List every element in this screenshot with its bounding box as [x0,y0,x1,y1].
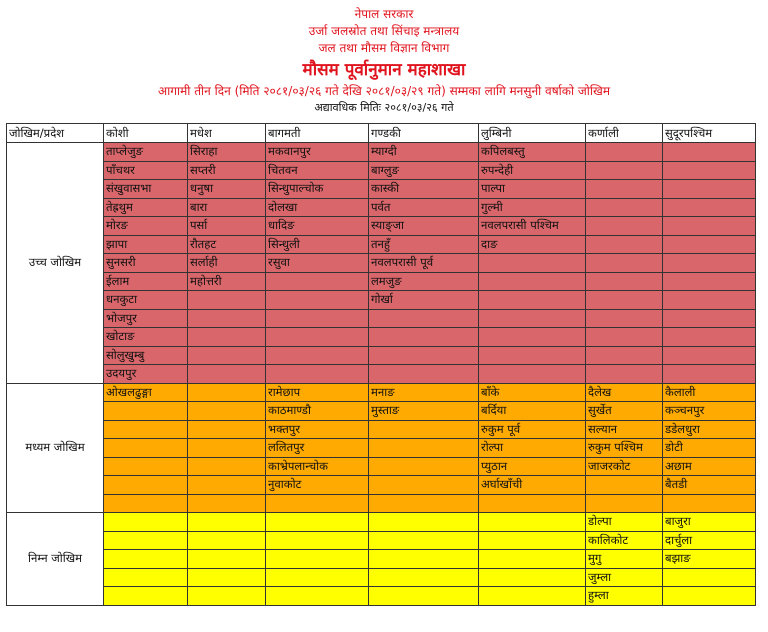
district-cell: धादिङ [266,217,369,236]
district-cell [104,568,188,587]
district-cell [266,513,369,532]
district-cell: नवलपरासी पश्चिम [479,217,586,236]
high-risk-row [7,328,756,347]
district-cell [188,587,266,606]
district-cell: ताप्लेजुङ [104,143,188,162]
district-cell [586,365,663,384]
district-cell [188,476,266,495]
district-cell: दार्चुला [663,531,756,550]
district-cell [188,309,266,328]
high-risk-row [7,180,756,199]
high-risk-row [7,198,756,217]
district-cell [663,235,756,254]
high-risk-row [7,217,756,236]
district-cell [104,457,188,476]
district-cell [586,346,663,365]
district-cell: सिराहा [188,143,266,162]
district-cell: प्युठान [479,457,586,476]
district-cell [663,309,756,328]
district-cell [188,531,266,550]
district-cell: बाँके [479,383,586,402]
district-cell [266,550,369,569]
district-cell: कैलाली [663,383,756,402]
column-header: कर्णाली [586,124,663,143]
medium-risk-category-label: मध्यम जोखिम [7,383,104,513]
district-cell: पर्सा [188,217,266,236]
district-cell [586,476,663,495]
district-cell: बाजुरा [663,513,756,532]
medium-risk-row [7,439,756,458]
district-cell: भोजपुर [104,309,188,328]
district-cell: डोल्पा [586,513,663,532]
district-cell: लमजुङ [369,272,479,291]
district-cell: काठमाण्डौ [266,402,369,421]
district-cell [479,531,586,550]
district-cell [663,328,756,347]
district-cell: बझाङ [663,550,756,569]
district-cell: रामेछाप [266,383,369,402]
district-cell: काभ्रेपलान्चोक [266,457,369,476]
district-cell [586,291,663,310]
district-cell: रुपन्देही [479,161,586,180]
district-cell [586,494,663,513]
high-risk-row [7,254,756,273]
district-cell [266,272,369,291]
district-cell: रोल्पा [479,439,586,458]
division-title: मौसम पूर्वानुमान महाशाखा [302,60,466,80]
district-cell: रौतहट [188,235,266,254]
district-cell: सिन्धुपाल्चोक [266,180,369,199]
district-cell: सुनसरी [104,254,188,273]
district-cell: म्याग्दी [369,143,479,162]
district-cell: जाजरकोट [586,457,663,476]
district-cell [266,309,369,328]
district-cell: महोत्तरी [188,272,266,291]
high-risk-row [7,365,756,384]
district-cell [266,494,369,513]
district-cell [479,568,586,587]
district-cell: गुल्मी [479,198,586,217]
ministry-title: उर्जा जलस्रोत तथा सिंचाइ मन्त्रालय [308,24,460,38]
district-cell: मकवानपुर [266,143,369,162]
high-risk-row [7,143,756,162]
district-cell [104,439,188,458]
document-header [0,0,768,115]
district-cell [369,494,479,513]
district-cell: सुर्खेत [586,402,663,421]
district-cell [188,402,266,421]
column-header: मधेश [188,124,266,143]
district-cell: हुम्ला [586,587,663,606]
district-cell: तेह्रथुम [104,198,188,217]
district-cell: कञ्चनपुर [663,402,756,421]
column-header: लुम्बिनी [479,124,586,143]
district-cell: भक्तपुर [266,420,369,439]
district-cell [369,550,479,569]
district-cell: नवलपरासी पूर्व [369,254,479,273]
district-cell: अछाम [663,457,756,476]
high-risk-category-label: उच्च जोखिम [7,143,104,384]
district-cell [369,476,479,495]
district-cell [188,494,266,513]
district-cell [663,365,756,384]
district-cell [369,439,479,458]
district-cell: ईलाम [104,272,188,291]
district-cell [369,328,479,347]
district-cell [586,272,663,291]
district-cell [266,587,369,606]
district-cell [479,254,586,273]
district-cell [586,180,663,199]
district-cell [479,309,586,328]
district-cell [188,439,266,458]
district-cell [586,254,663,273]
district-cell [479,272,586,291]
district-cell [104,531,188,550]
district-cell: ओखलढुङ्गा [104,383,188,402]
district-cell: मोरङ [104,217,188,236]
column-header: जोखिम/प्रदेश [7,124,104,143]
district-cell: रुकुम पश्चिम [586,439,663,458]
district-cell: कपिलबस्तु [479,143,586,162]
district-cell [663,143,756,162]
district-cell [663,346,756,365]
low-risk-row [7,568,756,587]
district-cell [479,291,586,310]
district-cell: सोलुखुम्बु [104,346,188,365]
department-title: जल तथा मौसम विज्ञान विभाग [318,41,450,55]
column-header: कोशी [104,124,188,143]
district-cell: गोर्खा [369,291,479,310]
district-cell: धनुषा [188,180,266,199]
district-cell [266,365,369,384]
district-cell: उदयपुर [104,365,188,384]
medium-risk-row [7,383,756,402]
district-cell: मनाङ [369,383,479,402]
district-cell [188,420,266,439]
district-cell [369,531,479,550]
district-cell [586,217,663,236]
updated-date: अद्यावधिक मितिः २०८१/०३/२६ गते [314,101,454,114]
district-cell: कालिकोट [586,531,663,550]
district-cell: झापा [104,235,188,254]
district-cell: सर्लाही [188,254,266,273]
district-cell [369,457,479,476]
district-cell [479,494,586,513]
district-cell: डडेलधुरा [663,420,756,439]
district-cell [266,568,369,587]
district-cell [104,402,188,421]
district-cell [369,513,479,532]
district-cell: चितवन [266,161,369,180]
district-cell: संखुवासभा [104,180,188,199]
high-risk-row [7,235,756,254]
district-cell [663,494,756,513]
district-cell [369,420,479,439]
district-cell [369,309,479,328]
district-cell: खोटाङ [104,328,188,347]
district-cell [663,254,756,273]
district-cell [663,161,756,180]
district-cell [369,346,479,365]
district-cell: नुवाकोट [266,476,369,495]
district-cell: धनकुटा [104,291,188,310]
district-cell [663,272,756,291]
district-cell [369,365,479,384]
high-risk-row [7,291,756,310]
district-cell [104,587,188,606]
district-cell [663,180,756,199]
district-cell [188,550,266,569]
district-cell: बैतडी [663,476,756,495]
district-cell [479,346,586,365]
district-cell: तनहुँ [369,235,479,254]
district-cell [479,328,586,347]
district-cell: बाग्लुङ [369,161,479,180]
district-cell [369,568,479,587]
district-cell: जुम्ला [586,568,663,587]
column-header: सुदूरपश्चिम [663,124,756,143]
low-risk-row [7,531,756,550]
district-cell: सिन्धुली [266,235,369,254]
district-cell [663,291,756,310]
low-risk-category-label: निम्न जोखिम [7,513,104,606]
district-cell [369,587,479,606]
district-cell [104,420,188,439]
district-cell: रसुवा [266,254,369,273]
medium-risk-row [7,402,756,421]
district-cell [188,328,266,347]
district-cell [663,217,756,236]
low-risk-row [7,513,756,532]
low-risk-row [7,550,756,569]
district-cell [479,365,586,384]
district-cell [266,531,369,550]
high-risk-row [7,346,756,365]
district-cell [188,383,266,402]
district-cell: सप्तरी [188,161,266,180]
district-cell [266,328,369,347]
district-cell [266,291,369,310]
district-cell [188,291,266,310]
table-header-row [7,124,756,143]
district-cell: मुस्ताङ [369,402,479,421]
medium-risk-row [7,457,756,476]
district-cell: मुगु [586,550,663,569]
district-cell [188,457,266,476]
district-cell [104,550,188,569]
district-cell [479,550,586,569]
forecast-subtitle: आगामी तीन दिन (मिति २०८१/०३/२६ गते देखि २०८१/०३/२९ गते) सम्मका लागि मनसुनी वर्षाको जोखिम [157,84,611,98]
high-risk-row [7,161,756,180]
table-body [7,143,756,606]
district-cell [586,161,663,180]
district-cell [188,568,266,587]
district-cell: बारा [188,198,266,217]
district-cell: पाँचथर [104,161,188,180]
district-cell [188,365,266,384]
district-cell: दाङ [479,235,586,254]
district-cell: सल्यान [586,420,663,439]
district-cell: कास्की [369,180,479,199]
medium-risk-row [7,494,756,513]
govt-title: नेपाल सरकार [354,7,414,21]
district-cell [586,235,663,254]
district-cell [479,513,586,532]
district-cell [663,198,756,217]
medium-risk-row [7,420,756,439]
district-cell: पाल्पा [479,180,586,199]
district-cell [479,587,586,606]
low-risk-row [7,587,756,606]
district-cell: रुकुम पूर्व [479,420,586,439]
district-cell [586,309,663,328]
district-cell [586,328,663,347]
high-risk-row [7,309,756,328]
high-risk-row [7,272,756,291]
district-cell [188,346,266,365]
district-cell: ललितपुर [266,439,369,458]
district-cell [663,568,756,587]
district-cell [104,476,188,495]
district-cell [586,198,663,217]
column-header: बागमती [266,124,369,143]
district-cell: बर्दिया [479,402,586,421]
district-cell [104,513,188,532]
district-cell [104,494,188,513]
risk-table [6,123,756,606]
district-cell: स्याङ्जा [369,217,479,236]
medium-risk-row [7,476,756,495]
district-cell: अर्घाखाँची [479,476,586,495]
district-cell [586,143,663,162]
district-cell: पर्वत [369,198,479,217]
district-cell [188,513,266,532]
district-cell [663,587,756,606]
district-cell [266,346,369,365]
district-cell: डोटी [663,439,756,458]
district-cell: दोलखा [266,198,369,217]
district-cell: दैलेख [586,383,663,402]
column-header: गण्डकी [369,124,479,143]
